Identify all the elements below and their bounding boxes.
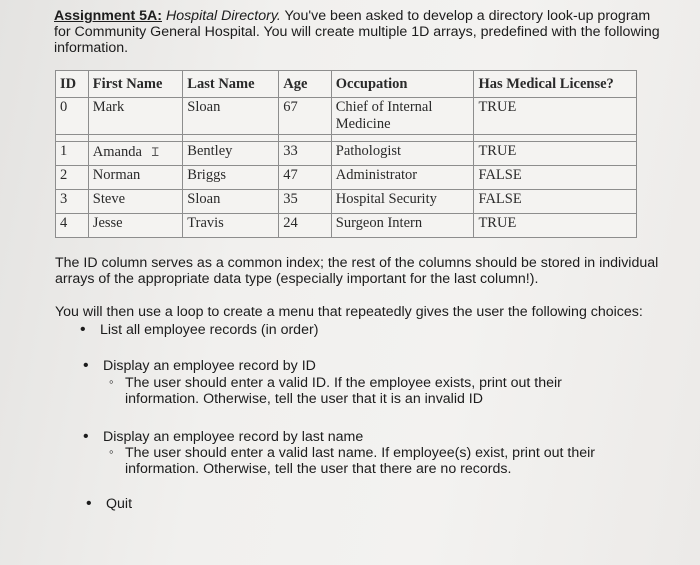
cell-last-name: Bentley: [183, 142, 279, 166]
assignment-intro: [54, 8, 664, 56]
choice-display-by-id: • Display an employee record by ID: [103, 358, 643, 374]
cell-first-name: Jesse: [88, 214, 183, 238]
header-age: Age: [279, 71, 332, 98]
cell-first-name: Mark: [88, 98, 183, 135]
cell-age: 47: [279, 166, 332, 190]
assignment-title: Hospital Directory.: [165, 8, 281, 24]
menu-instructions: You will then use a loop to create a menu that repeatedly gives the user the following choices:: [55, 304, 643, 320]
cell-id: 0: [56, 98, 89, 135]
cell-first-name-text: Amanda: [92, 144, 142, 160]
choice-display-by-id-detail: ◦ The user should enter a valid ID. If the employee exists, print out their information. Otherwise, tell the user that it is an invalid ID: [125, 375, 605, 407]
cell-first-name: Steve: [88, 190, 183, 214]
table-header-row: [56, 71, 637, 98]
cell-id: 2: [56, 166, 89, 190]
choice-list-all: • List all employee records (in order): [100, 322, 640, 338]
header-last-name: Last Name: [183, 71, 279, 98]
cell-id: 3: [56, 190, 89, 214]
choice-display-by-last-name-detail: ◦ The user should enter a valid last name. If employee(s) exist, print out their information. Otherwise, tell the user that there are no records.: [125, 445, 615, 477]
table-row: [56, 214, 637, 238]
table-spacer: [56, 135, 637, 142]
header-first-name: First Name: [88, 71, 183, 98]
cell-age: 67: [279, 98, 332, 135]
cell-medical-license: TRUE: [474, 98, 637, 135]
cell-occupation: Chief of Internal Medicine: [331, 98, 474, 135]
table-row: [56, 142, 637, 166]
cell-id: 1: [56, 142, 89, 166]
assignment-heading: Assignment 5A:: [54, 8, 162, 24]
cell-occupation: Pathologist: [331, 142, 474, 166]
array-instructions: The ID column serves as a common index; the rest of the columns should be stored in individual arrays of the appropriate data type (especially important for the last column!).: [55, 255, 659, 287]
cell-age: 24: [279, 214, 332, 238]
assignment-description: You've been asked to develop a directory look-up program for Community General Hospital. You will create multiple 1D arrays, predefined with the following information.: [54, 8, 660, 56]
cell-occupation: Surgeon Intern: [331, 214, 474, 238]
cell-medical-license: FALSE: [474, 190, 637, 214]
table-row: [56, 166, 637, 190]
table-row: [56, 98, 637, 135]
text-cursor-icon: Ɪ: [151, 145, 159, 159]
choice-display-by-last-name: • Display an employee record by last name: [103, 429, 643, 445]
cell-medical-license: TRUE: [474, 142, 637, 166]
cell-occupation: Hospital Security: [331, 190, 474, 214]
cell-last-name: Briggs: [183, 166, 279, 190]
cell-id: 4: [56, 214, 89, 238]
directory-table: [55, 70, 637, 238]
cell-occupation: Administrator: [331, 166, 474, 190]
cell-medical-license: FALSE: [474, 166, 637, 190]
table-row: [56, 190, 637, 214]
cell-age: 35: [279, 190, 332, 214]
cell-last-name: Travis: [183, 214, 279, 238]
cell-first-name: [88, 142, 183, 166]
cell-age: 33: [279, 142, 332, 166]
cell-medical-license: TRUE: [474, 214, 637, 238]
header-medical-license: Has Medical License?: [474, 71, 637, 98]
header-occupation: Occupation: [331, 71, 474, 98]
cell-last-name: Sloan: [183, 98, 279, 135]
cell-last-name: Sloan: [183, 190, 279, 214]
cell-first-name: Norman: [88, 166, 183, 190]
choice-quit: • Quit: [106, 496, 306, 512]
header-id: ID: [56, 71, 89, 98]
